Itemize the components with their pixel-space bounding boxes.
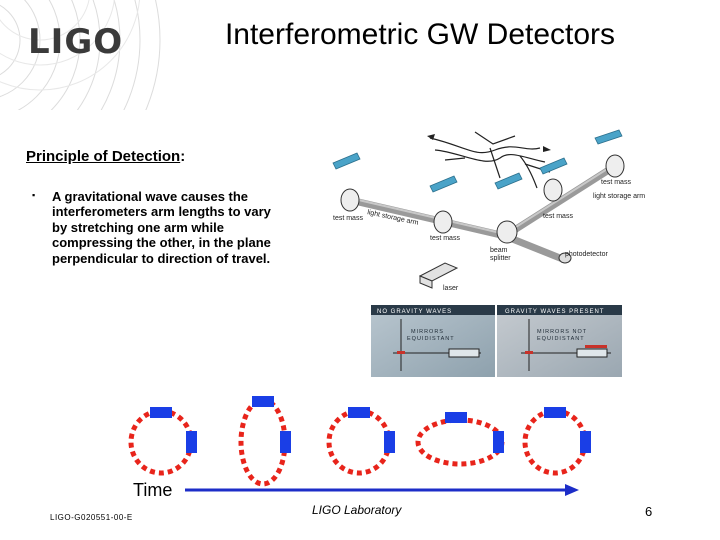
ring-1	[131, 411, 191, 473]
label-laser: laser	[443, 285, 459, 292]
mirror-1-top	[150, 407, 172, 418]
mirror-2-right	[280, 431, 291, 453]
panel-right-caption-1: MIRRORS NOT	[537, 329, 588, 335]
panel-left-title: NO GRAVITY WAVES	[377, 309, 453, 315]
label-test-mass-center: test mass	[543, 213, 573, 220]
mirror-tiles	[333, 130, 622, 192]
panel-left-caption-1: MIRRORS	[411, 329, 444, 335]
mirror-4-top	[445, 412, 467, 423]
section-heading-colon: :	[180, 148, 186, 165]
label-test-mass-left: test mass	[333, 215, 363, 222]
mirror-4-right	[493, 431, 504, 453]
bullet-marker: ▪	[32, 190, 36, 200]
document-id: LIGO-G020551-00-E	[50, 513, 133, 522]
page-number: 6	[645, 504, 653, 519]
bullet-text: A gravitational wave causes the interferometers arm lengths to vary by stretching one arm while compressing the other, in the plane perpendicular to direction of travel.	[52, 189, 271, 266]
mirror-3-top	[348, 407, 370, 418]
label-test-mass-top: test mass	[601, 179, 631, 186]
label-beam-splitter-1: beam	[490, 247, 508, 254]
lab-name: LIGO Laboratory	[312, 503, 402, 517]
mirror-5-right	[580, 431, 591, 453]
gw-ring-sequence	[125, 390, 615, 500]
mirror-5-top	[544, 407, 566, 418]
interferometer-diagram	[325, 128, 655, 293]
section-heading	[26, 148, 185, 165]
ring-2	[241, 400, 285, 484]
light-storage-arms	[350, 166, 615, 258]
ring-3	[329, 411, 389, 473]
time-arrow-head	[565, 484, 579, 496]
ligo-logo: LIGO	[28, 22, 124, 62]
mirror-2-top	[252, 396, 274, 407]
slide-title: Interferometric GW Detectors	[224, 18, 616, 51]
label-light-storage-arm-right: light storage arm	[593, 193, 646, 200]
label-test-mass-bottom: test mass	[430, 235, 460, 242]
panel-right-title: GRAVITY WAVES PRESENT	[505, 309, 605, 315]
mirror-comparison-panels	[371, 305, 622, 377]
label-photodetector: photodetector	[565, 251, 608, 258]
ring-4	[418, 420, 502, 464]
panel-right-caption-2: EQUIDISTANT	[537, 336, 585, 342]
label-light-storage-arm-left: light storage arm	[366, 209, 420, 227]
ring-5	[525, 411, 585, 473]
section-heading-text: Principle of Detection	[26, 148, 181, 165]
time-label: Time	[133, 480, 173, 500]
mirror-3-right	[384, 431, 395, 453]
panel-left-caption-2: EQUIDISTANT	[407, 336, 455, 342]
mirror-1-right	[186, 431, 197, 453]
label-beam-splitter-2: splitter	[490, 255, 511, 262]
